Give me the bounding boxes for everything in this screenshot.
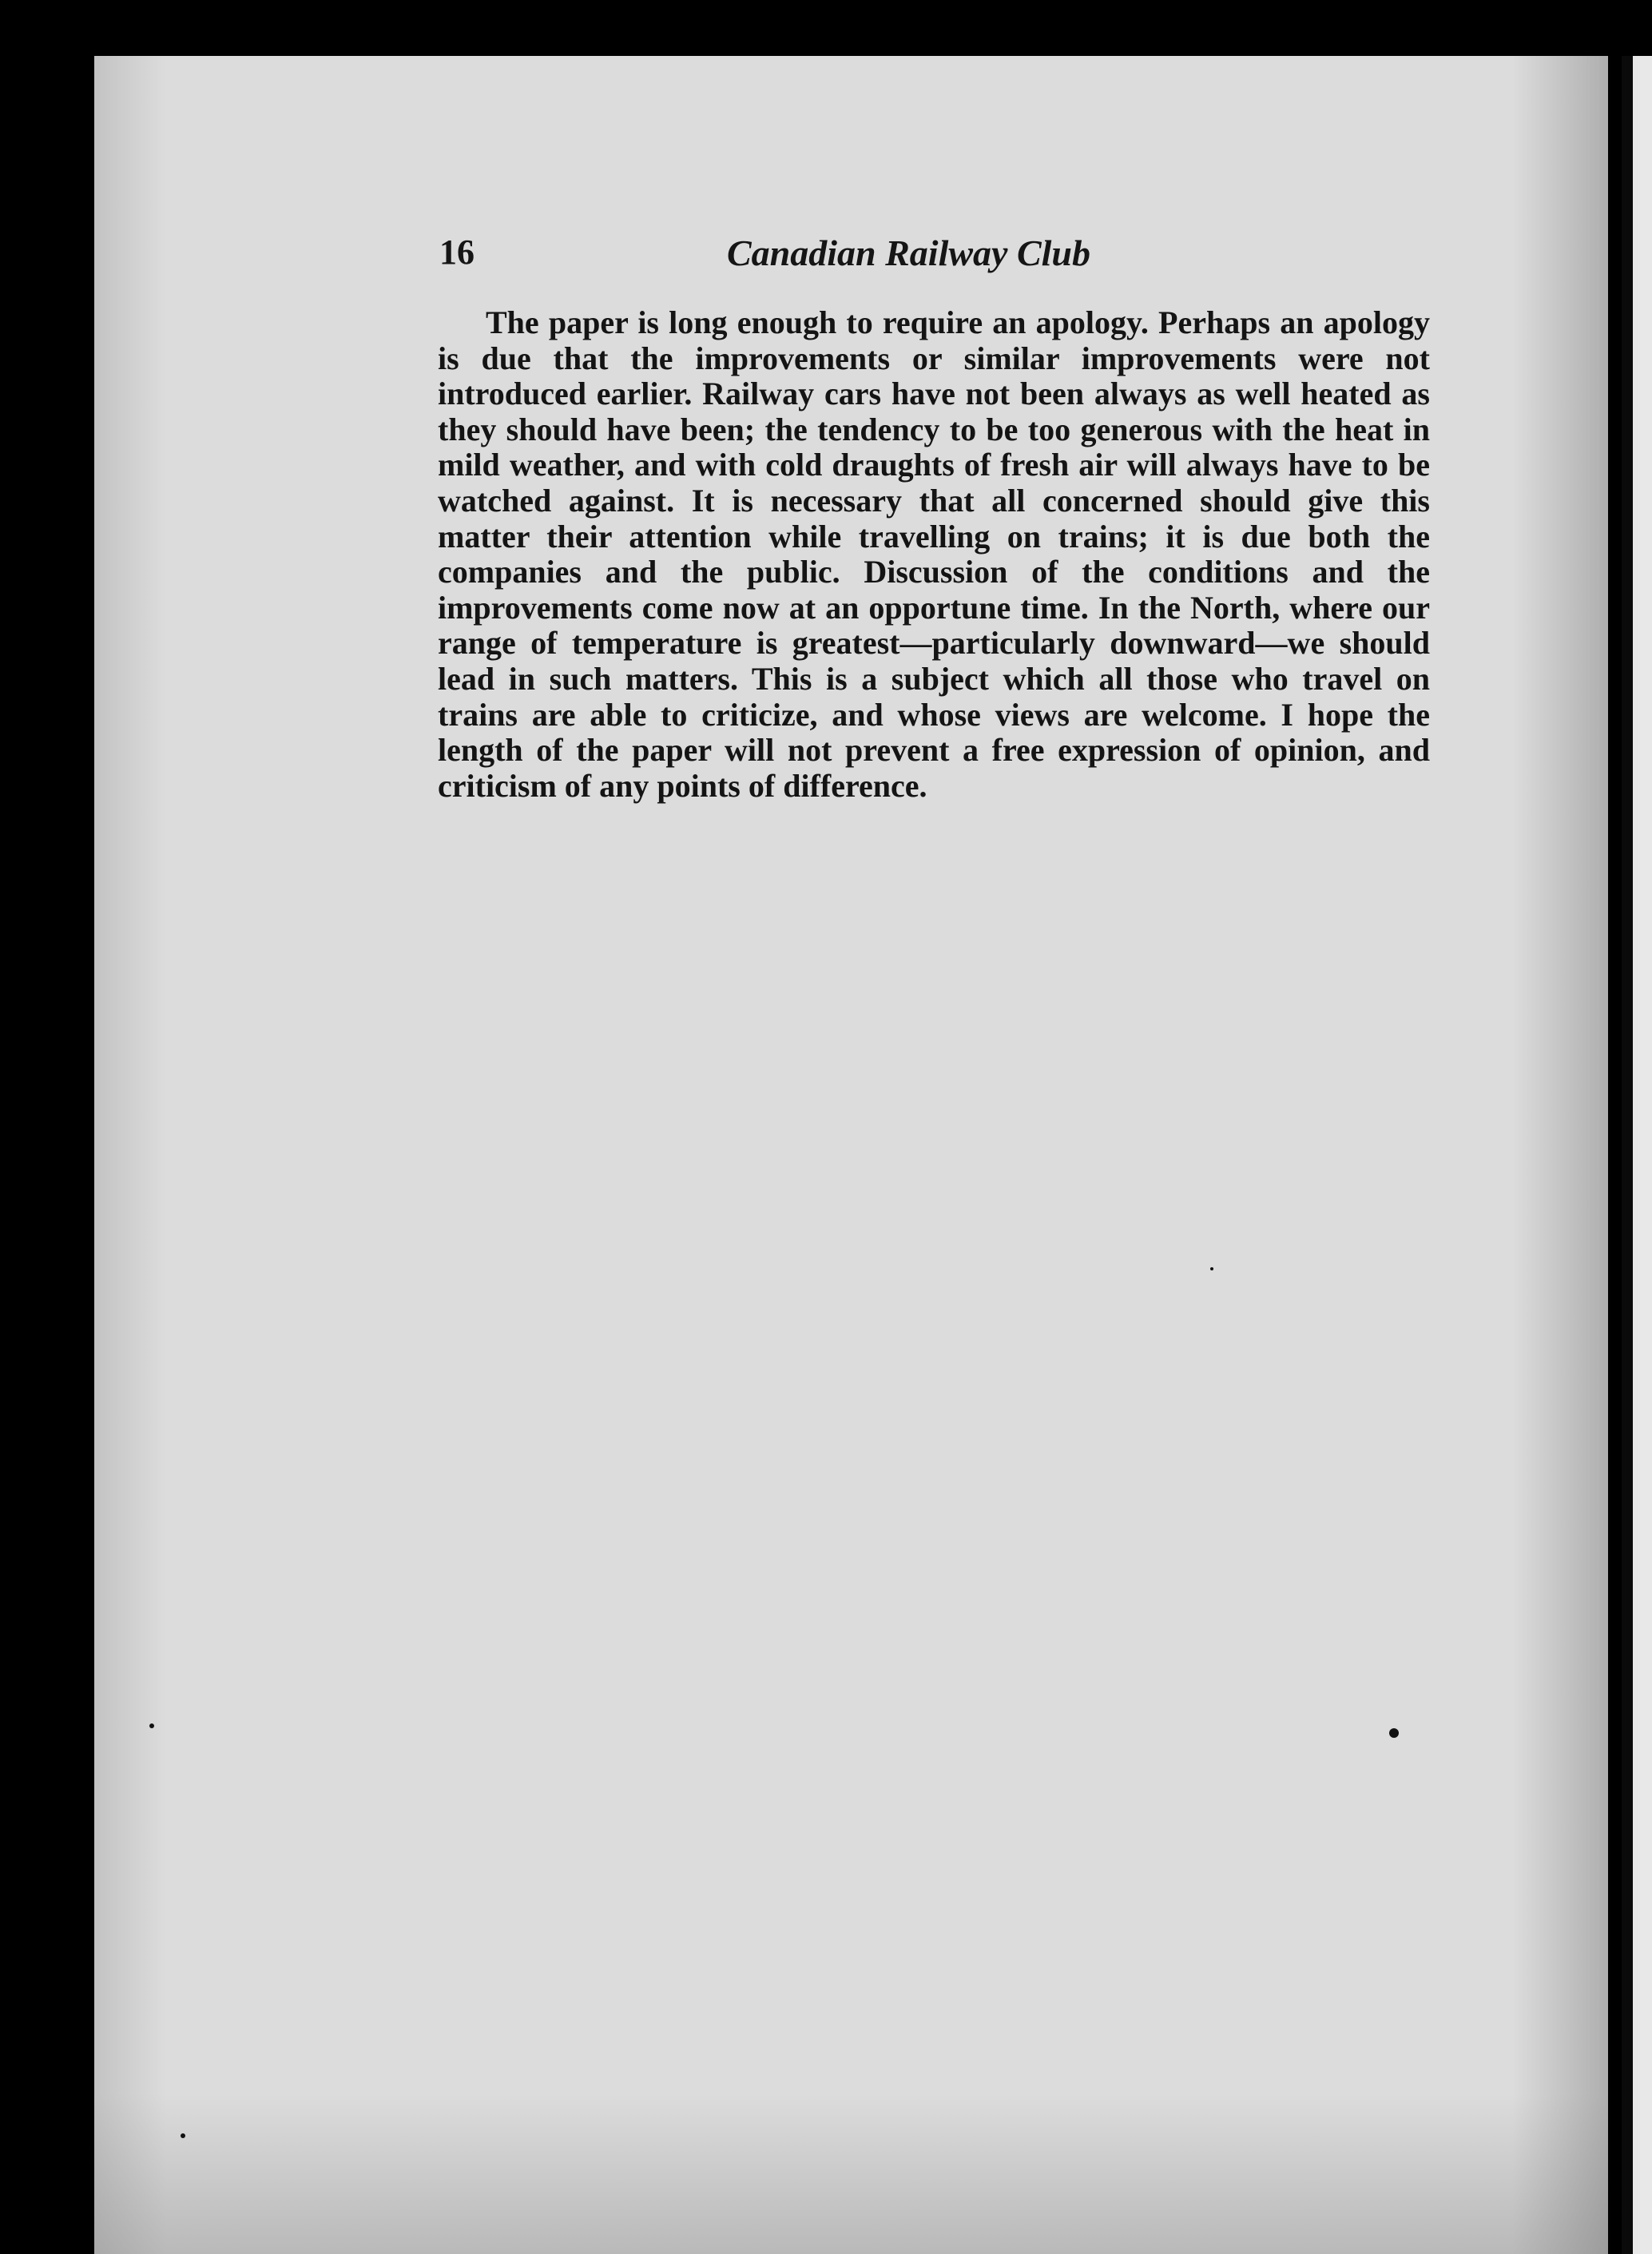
body-paragraph: The paper is long enough to require an apology. Perhaps an apology is due that the improvements or similar improvements were not introduced earlier. Railway cars have not been always as well heated as they should have been; the tendency to be too generous with the heat in mild weather, and with cold draughts of fresh air will always have to be watched against. It is necessary that all concerned should give this matter their attention while travelling on trains; it is due both the companies and the public. Discussion of the conditions and the improvements come now at an opportune time. In the North, where our range of temperature is greatest—particularly downward—we should lead in such matters. This is a subject which all those who travel on trains are able to criticize, and whose views are welcome. I hope the length of the paper will not prevent a free expression of opinion, and criticism of any points of difference. [438, 304, 1430, 804]
page-number: 16 [439, 233, 475, 272]
page-header [439, 232, 1438, 280]
scan-speck [1210, 1267, 1213, 1270]
running-head: Canadian Railway Club [727, 233, 1091, 273]
scan-speck [181, 2133, 185, 2138]
adjacent-page-strip [1633, 56, 1652, 2254]
scan-speck [1389, 1728, 1399, 1738]
page-edge-shadow [1622, 56, 1633, 2254]
scan-speck [149, 1723, 154, 1728]
